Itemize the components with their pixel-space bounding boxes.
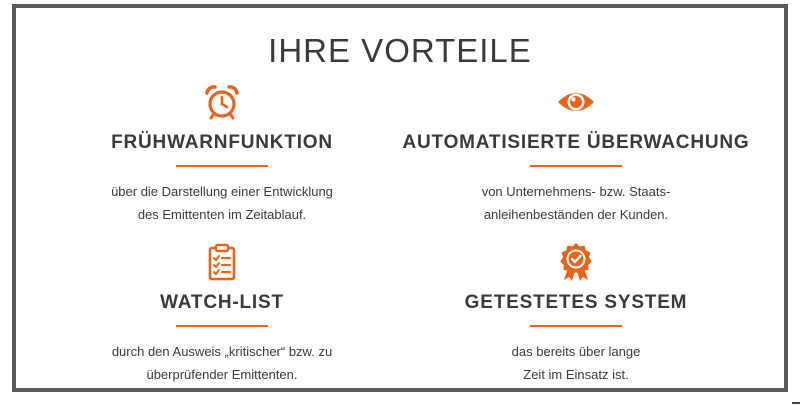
- feature-heading: AUTOMATISIERTE ÜBERWACHUNG: [402, 132, 750, 153]
- feature-watch-list: [32, 242, 412, 386]
- feature-heading: WATCH-LIST: [160, 292, 284, 313]
- description-line: des Emittenten im Zeitablauf.: [137, 207, 307, 222]
- description-line: durch den Ausweis „kritischer“ bzw. zu: [111, 344, 333, 359]
- heading-underline: [530, 165, 622, 167]
- description-line: anleihenbeständen der Kunden.: [483, 207, 669, 222]
- description-line: überprüfender Emittenten.: [146, 367, 298, 382]
- feature-early-warning: [32, 82, 412, 226]
- description-line: über die Darstellung einer Entwicklung: [111, 184, 333, 199]
- description-line: Zeit im Einsatz ist.: [523, 367, 629, 382]
- description-line: das bereits über lange: [511, 344, 641, 359]
- heading-underline: [176, 325, 268, 327]
- heading-underline: [176, 165, 268, 167]
- feature-description: [386, 340, 766, 386]
- clipboard-checklist-icon: [202, 242, 242, 282]
- award-badge-icon: [556, 242, 596, 282]
- vorteile-panel: [12, 4, 788, 392]
- alarm-clock-icon: [202, 82, 242, 122]
- description-line: von Unternehmens- bzw. Staats-: [481, 184, 671, 199]
- feature-description: [32, 180, 412, 226]
- corner-divider: [792, 402, 800, 404]
- feature-tested-system: [386, 242, 766, 386]
- section-title: IHRE VORTEILE: [268, 32, 532, 69]
- feature-description: [32, 340, 412, 386]
- heading-underline: [530, 325, 622, 327]
- feature-description: [386, 180, 766, 226]
- eye-icon: [556, 82, 596, 122]
- feature-heading: GETESTETES SYSTEM: [464, 292, 688, 313]
- feature-heading: FRÜHWARNFUNKTION: [111, 132, 333, 153]
- feature-auto-monitoring: [386, 82, 766, 226]
